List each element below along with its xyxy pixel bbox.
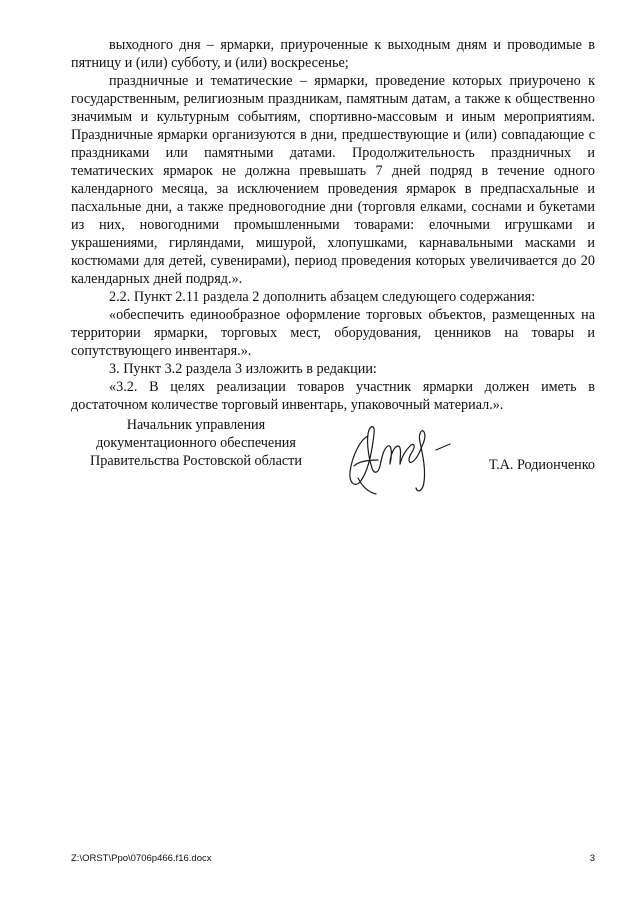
signer-name: Т.А. Родионченко bbox=[488, 457, 595, 473]
paragraph-weekend-fairs: выходного дня – ярмарки, приуроченные к выходным дням и проводимые в пятницу и (или) субботу, и (или) воскресенье; bbox=[71, 37, 595, 71]
page-number: 3 bbox=[589, 853, 595, 864]
paragraph-amendment-2-2-text: «обеспечить единообразное оформление торговых объектов, размещенных на территории ярмарки, торговых мест, оборудования, ценников на товары и сопутствующего инвентаря.». bbox=[71, 307, 595, 359]
signer-title-line: документационного обеспечения bbox=[96, 435, 296, 451]
handwritten-signature bbox=[338, 416, 458, 502]
paragraph-amendment-3: 3. Пункт 3.2 раздела 3 изложить в редакции: bbox=[109, 361, 377, 377]
signature-block bbox=[0, 416, 640, 506]
signer-title-line: Правительства Ростовской области bbox=[90, 453, 302, 469]
footer-file-path: Z:\ORST\Ppo\0706p466.f16.docx bbox=[71, 853, 212, 864]
paragraph-holiday-fairs: праздничные и тематические – ярмарки, проведение которых приурочено к государственным, религиозным праздникам, памятным датам, а также к общественно значимым и культурным событиям, спортивно-массовым и иным мероприятиям. Праздничные ярмарки организуются в дни, предшествующие и (или) совпадающие с праздниками или памятными датами. Продолжительность праздничных и тематических ярмарок не должна превышать 7 дней подряд в течение одного календарного месяца, за исключением проведения ярмарок в предпасхальные и пасхальные дни, а также предновогодние дни (торговля елками, соснами и букетами из них, новогодними промышленными товарами: елочными игрушками и украшениями, гирляндами, мишурой, хлопушками, карнавальными масками и костюмами для детей, сувенирами), период проведения которых увеличивается до 20 календарных дней подряд.». bbox=[71, 73, 595, 287]
signer-title bbox=[66, 416, 326, 470]
paragraph-amendment-3-2-text: «3.2. В целях реализации товаров участник ярмарки должен иметь в достаточном количестве торговый инвентарь, упаковочный материал.». bbox=[71, 379, 595, 413]
paragraph-amendment-2-2: 2.2. Пункт 2.11 раздела 2 дополнить абзацем следующего содержания: bbox=[109, 289, 536, 305]
document-body bbox=[71, 36, 595, 414]
signer-title-line: Начальник управления bbox=[126, 417, 266, 433]
